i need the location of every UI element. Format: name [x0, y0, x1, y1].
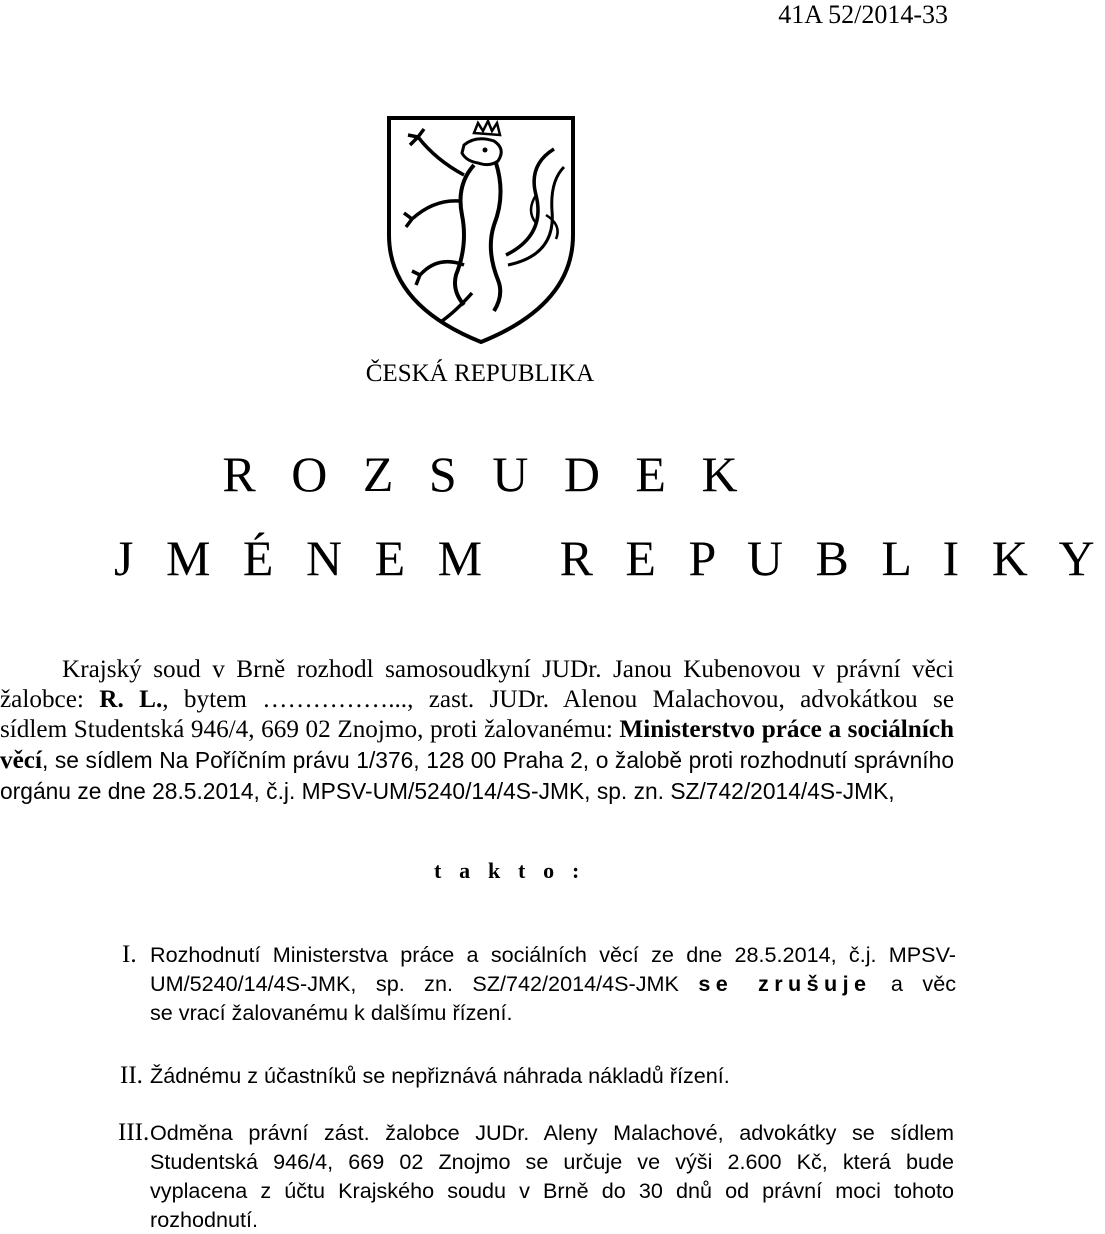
intro-paragraph [0, 655, 954, 806]
item-line: rozhodnutí. [150, 1207, 259, 1232]
item-number: I. [122, 941, 137, 968]
item-line: Odměna právní zást. žalobce JUDr. Aleny Malachové, advokátky se sídlem [150, 1120, 954, 1145]
item-line: Studentská 946/4, 669 02 Znojmo se určuje ve výši 2.600 Kč, která bude [150, 1149, 954, 1174]
plaintiff-name: R. L. [99, 686, 163, 713]
intro-line: orgánu ze dne 28.5.2014, č.j. MPSV-UM/5240/14/4S-JMK, sp. zn. SZ/742/2014/4S-JMK, [0, 778, 895, 804]
intro-line [0, 745, 954, 776]
intro-line [0, 715, 954, 745]
intro-text: sídlem Studentská 946/4, 669 02 Znojmo, proti žalovanému: [0, 716, 620, 743]
item-number: II. [120, 1062, 143, 1089]
item-line [150, 969, 956, 998]
item-line: vyplacena z účtu Krajského soudu v Brně do 30 dnů od právní moci tohoto [150, 1178, 954, 1203]
annulment-phrase: se zrušuje [698, 971, 872, 996]
intro-text: , bytem ……………..., zast. JUDr. Alenou Malachovou, advokátkou se [162, 686, 954, 713]
defendant-name: věcí [0, 747, 42, 774]
document-subtitle: J M É N E M R E P U B L I K Y [114, 530, 1105, 586]
case-reference: 41A 52/2014-33 [778, 0, 948, 29]
defendant-name: Ministerstvo práce a sociálních [619, 716, 955, 743]
verdict-heading: t a k t o : [434, 858, 586, 883]
country-name: ČESKÁ REPUBLIKA [365, 360, 595, 387]
intro-text: , se sídlem Na Poříčním právu 1/376, 128 00 Praha 2, o žalobě proti rozhodnutí správního [41, 747, 954, 773]
state-emblem-lion-icon [386, 115, 576, 345]
item-text: UM/5240/14/4S-JMK, sp. zn. SZ/742/2014/4S-JMK [150, 971, 699, 996]
item-line: se vrací žalovanému k dalšímu řízení. [150, 1000, 513, 1025]
item-number: III. [118, 1119, 150, 1146]
item-line: Rozhodnutí Ministerstva práce a sociálních věcí ze dne 28.5.2014, č.j. MPSV- [150, 942, 956, 967]
item-text: a věc [871, 971, 956, 996]
intro-text: žalobce: [0, 686, 100, 713]
intro-line: Krajský soud v Brně rozhodl samosoudkyní JUDr. Janou Kubenovou v právní věci [62, 656, 954, 683]
intro-line [0, 685, 954, 715]
document-title: R O Z S U D E K [222, 446, 750, 502]
item-line: Žádnému z účastníků se nepřiznává náhrada nákladů řízení. [150, 1063, 730, 1088]
